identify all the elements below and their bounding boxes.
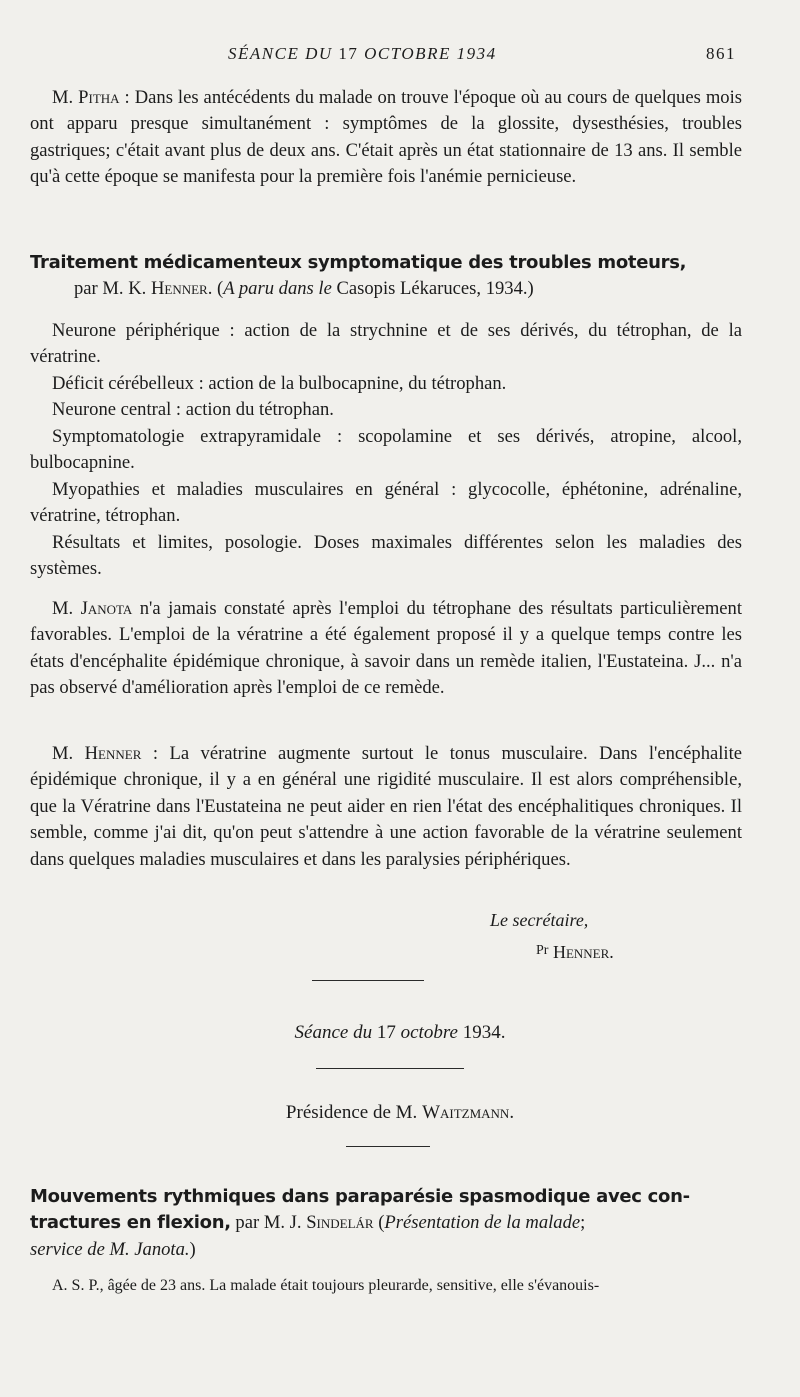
speaker-pitha: M. Pitha: [52, 87, 120, 108]
article1-title-block: [30, 250, 742, 303]
signature-name: Henner.: [552, 942, 614, 962]
speaker-henner: M. Henner: [52, 743, 142, 764]
pitha-paragraph: [30, 85, 742, 191]
running-title-post: OCTOBRE 1934: [358, 44, 497, 63]
item-3: [30, 397, 742, 423]
article2-title-line2: tractures en flexion,: [30, 1212, 231, 1234]
item-text: Résultats et limites, posologie. Doses maximales différentes selon les maladies des systèmes.: [30, 532, 742, 580]
running-header: [0, 44, 800, 68]
divider: [316, 1068, 464, 1069]
henner-text: : La vératrine augmente surtout le tonus musculaire. Dans l'encéphalite épidémique chronique, il y a en général une rigidité musculaire. Il est alors compréhensible, que la Vératrine dans l'Eustateina ne peut aider en rien l'état des encéphalitiques chroniques. Il semble, comme j'ai dit, qu'on peut s'attendre à une action favorable de la vératrine seulement dans quelques maladies musculaires et dans les paralysies périphériques.: [30, 743, 742, 870]
running-title-num: 17: [338, 44, 359, 63]
pitha-text: : Dans les antécédents du malade on trouve l'époque où au cours de quelques mois ont apparu presque simultanément : symptômes de la glossite, dysesthésies, troubles gastriques; c'était avant plus de deux ans. C'était après un état stationnaire de 13 ans. Il semble qu'à cette époque se manifesta pour la première fois l'anémie pernicieuse.: [30, 87, 742, 188]
session-date: 17: [376, 1022, 396, 1043]
article2-title-line1: Mouvements rythmiques dans paraparésie spasmodique avec con-: [30, 1186, 690, 1207]
byline-note-open: (: [212, 278, 224, 300]
presidence-text: Présidence de M.: [285, 1102, 423, 1123]
article2-byline-author: Sindelár: [306, 1212, 374, 1234]
article2-note-sep: ;: [580, 1212, 586, 1234]
seance-word: Séance du: [294, 1022, 373, 1043]
article1-title: Traitement médicamenteux symptomatique des troubles moteurs,: [30, 252, 687, 273]
presidence-line: [0, 1102, 800, 1124]
session-heading: [0, 1022, 800, 1044]
item-4: [30, 424, 742, 477]
janota-paragraph: [30, 596, 742, 702]
article2-byline-par: par M. J.: [230, 1212, 307, 1234]
page-number: 861: [706, 44, 736, 63]
presidence-name: Waitzmann.: [422, 1102, 515, 1123]
divider: [346, 1146, 430, 1147]
signature-name-line: [536, 942, 614, 963]
janota-text: n'a jamais constaté après l'emploi du tétrophane des résultats particulièrement favorables. L'emploi de la vératrine a été également proposé il y a quelque temps contre les états d'encéphalite épidémique chronique, à savoir dans un remède italien, l'Eustateina. J... n'a pas observé d'amélioration après l'emploi de ce remède.: [30, 598, 742, 699]
item-text: Symptomatologie extrapyramidale : scopolamine et ses dérivés, atropine, alcool, bulbocapnine.: [30, 426, 742, 474]
session-year: 1934.: [462, 1022, 506, 1043]
running-title: [228, 44, 497, 64]
article2-note-open: (: [373, 1212, 385, 1234]
article2-note-close: ): [189, 1238, 196, 1260]
byline-note-italic: A paru dans le: [223, 278, 332, 300]
item-2: [30, 371, 742, 397]
article2-note-italic2: service de M. Janota.: [30, 1238, 190, 1260]
item-text: Myopathies et maladies musculaires en général : glycocolle, éphétonine, adrénaline, vératrine, tétrophan.: [30, 479, 742, 527]
item-text: Déficit cérébelleux : action de la bulbocapnine, du tétrophan.: [52, 373, 507, 394]
article2-title-block: [30, 1184, 742, 1263]
article2-note-italic1: Présentation de la malade: [384, 1212, 581, 1234]
speaker-janota: M. Janota: [52, 598, 133, 619]
item-1: [30, 318, 742, 371]
item-5: [30, 477, 742, 530]
henner-paragraph: [30, 741, 742, 873]
signature-title-prefix: Pr: [536, 943, 549, 958]
case-text: A. S. P., âgée de 23 ans. La malade était toujours pleurarde, sensitive, elle s'évanouis-: [52, 1277, 600, 1294]
signature-role: Le secrétaire,: [490, 910, 589, 930]
byline-note-rest: Casopis Lékaruces, 1934.): [331, 278, 534, 300]
divider: [312, 980, 424, 981]
item-text: Neurone périphérique : action de la strychnine et de ses dérivés, du tétrophan, de la vératrine.: [30, 320, 742, 368]
case-paragraph: [30, 1275, 742, 1297]
article1-byline: [30, 278, 534, 299]
byline-par: par M. K.: [74, 278, 151, 300]
session-month: octobre: [400, 1022, 458, 1043]
item-text: Neurone central : action du tétrophan.: [52, 399, 334, 420]
running-title-pre: SÉANCE DU: [228, 44, 339, 63]
item-6: [30, 530, 742, 583]
byline-author: Henner.: [150, 278, 213, 300]
